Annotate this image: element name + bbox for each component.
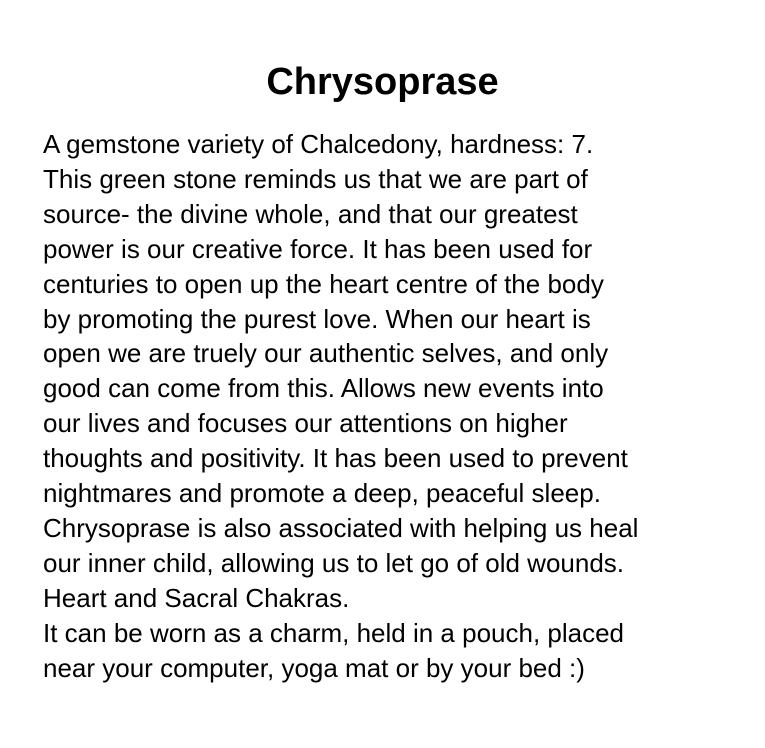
- body-line: good can come from this. Allows new events into: [43, 373, 604, 404]
- body-line: Chrysoprase is also associated with helping us heal: [43, 512, 639, 543]
- body-line: centuries to open up the heart centre of the body: [43, 268, 604, 299]
- body-line: thoughts and positivity. It has been used to prevent: [43, 443, 628, 474]
- body-line: our inner child, allowing us to let go of old wounds.: [43, 547, 625, 578]
- body-line: power is our creative force. It has been used for: [43, 233, 593, 264]
- body-line: source- the divine whole, and that our greatest: [43, 198, 578, 229]
- body-line: our lives and focuses our attentions on higher: [43, 408, 568, 439]
- body-line: nightmares and promote a deep, peaceful sleep.: [43, 478, 601, 509]
- body-line: open we are truely our authentic selves, and only: [43, 338, 609, 369]
- document-title: Chrysoprase: [266, 61, 499, 103]
- body-line: It can be worn as a charm, held in a pouch, placed: [43, 617, 625, 648]
- body-line: near your computer, yoga mat or by your bed :): [43, 652, 585, 683]
- body-line: This green stone reminds us that we are part of: [43, 163, 588, 194]
- document-body: [43, 127, 743, 686]
- body-line: by promoting the purest love. When our heart is: [43, 303, 591, 334]
- body-line: A gemstone variety of Chalcedony, hardness: 7.: [43, 129, 594, 159]
- body-line: Heart and Sacral Chakras.: [43, 582, 350, 613]
